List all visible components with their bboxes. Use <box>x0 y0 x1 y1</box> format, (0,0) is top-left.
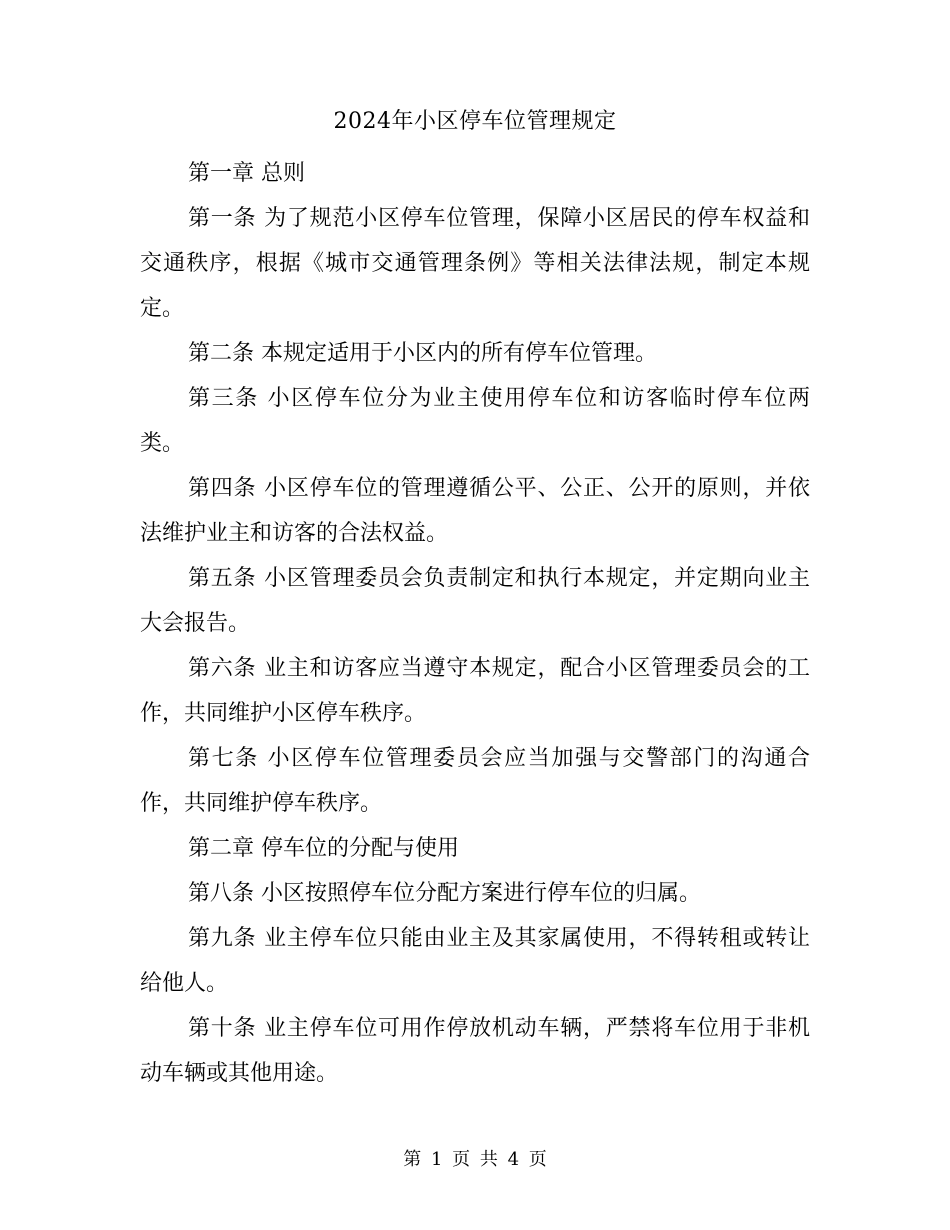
article-5: 第五条 小区管理委员会负责制定和执行本规定，并定期向业主大会报告。 <box>140 566 810 636</box>
chapter-heading-2: 第二章 停车位的分配与使用 <box>188 836 459 861</box>
article-4: 第四条 小区停车位的管理遵循公平、公正、公开的原则，并依法维护业主和访客的合法权益。 <box>140 476 810 546</box>
document-title: 2024年小区停车位管理规定 <box>333 109 617 134</box>
article-1: 第一条 为了规范小区停车位管理，保障小区居民的停车权益和交通秩序，根据《城市交通管理条例》等相关法律法规，制定本规定。 <box>140 206 810 321</box>
chapter-heading-1: 第一章 总则 <box>188 161 305 186</box>
page-footer: 第 1 页 共 4 页 <box>403 1149 547 1170</box>
article-7: 第七条 小区停车位管理委员会应当加强与交警部门的沟通合作，共同维护停车秩序。 <box>140 746 810 816</box>
document-body <box>140 151 810 1096</box>
article-9: 第九条 业主停车位只能由业主及其家属使用，不得转租或转让给他人。 <box>140 926 810 996</box>
article-2: 第二条 本规定适用于小区内的所有停车位管理。 <box>188 341 657 366</box>
article-6: 第六条 业主和访客应当遵守本规定，配合小区管理委员会的工作，共同维护小区停车秩序。 <box>140 656 810 726</box>
article-8: 第八条 小区按照停车位分配方案进行停车位的归属。 <box>188 881 701 906</box>
article-3: 第三条 小区停车位分为业主使用停车位和访客临时停车位两类。 <box>140 386 810 456</box>
article-10: 第十条 业主停车位可用作停放机动车辆，严禁将车位用于非机动车辆或其他用途。 <box>140 1016 810 1086</box>
